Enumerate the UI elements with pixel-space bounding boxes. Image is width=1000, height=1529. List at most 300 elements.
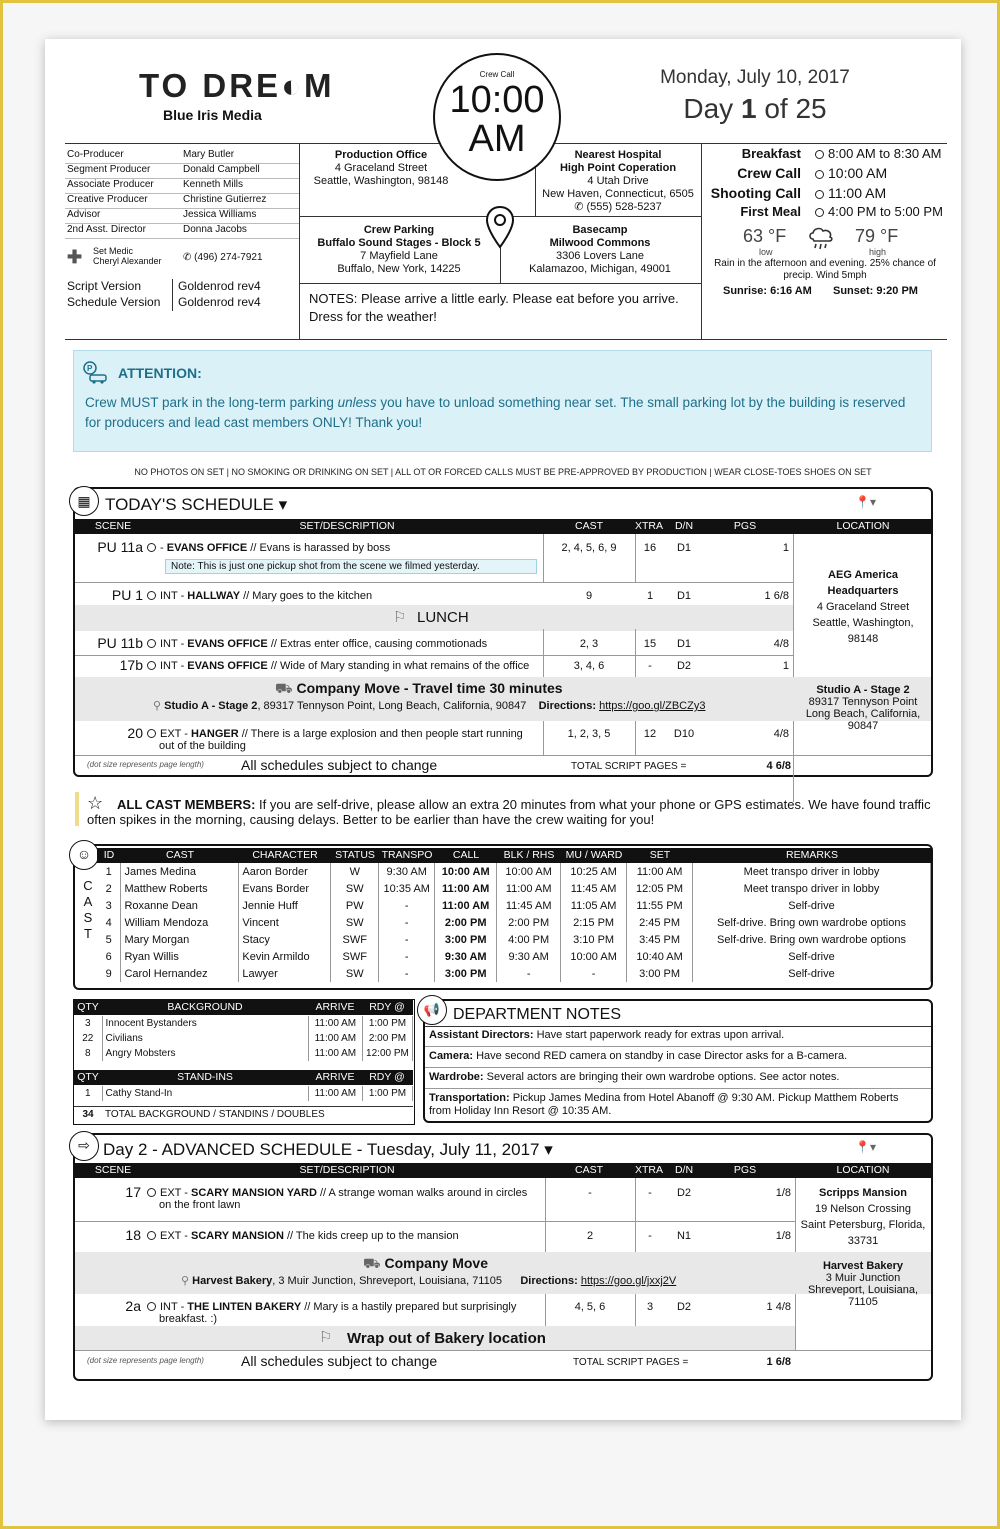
bg-qty: 3: [74, 1016, 102, 1031]
shooting-call-value: 11:00 AM: [828, 185, 887, 201]
col-ward: MU / WARD: [565, 849, 623, 861]
company-move-header: [363, 1255, 488, 1274]
rain-cloud-icon: [807, 225, 835, 253]
blocking-time: -: [497, 965, 561, 982]
scene-description: [147, 660, 529, 672]
cast-name: Roxanne Dean: [121, 897, 239, 914]
time-value: [815, 146, 941, 161]
col-set: SET/DESCRIPTION: [299, 520, 395, 532]
basecamp-line2: Kalamazoo, Michigan, 49001: [529, 263, 671, 275]
scene-xtra: -: [648, 1187, 652, 1199]
transpo-time: -: [379, 931, 435, 948]
crew-call-value: 10:00 AM: [828, 165, 888, 181]
shoot-date: Monday, July 10, 2017: [660, 67, 850, 88]
location-line: Long Beach, California,: [805, 708, 921, 720]
divider: [635, 1294, 636, 1326]
remarks: Self-drive: [693, 965, 931, 982]
blocking-time: 11:00 AM: [497, 880, 561, 897]
background-header: [74, 1000, 413, 1015]
medic-name: Cheryl Alexander: [93, 256, 162, 266]
makeup-time: 11:45 AM: [561, 880, 627, 897]
parking-title: Crew Parking: [363, 224, 435, 236]
cast-note-text: If you are self-drive, please allow an extra 20 minutes from what your phone or GPS estimates. We have found traffic often spikes in the morning, causing delays. Better to be earlier than have the crew waiting for you!: [87, 797, 931, 827]
makeup-time: -: [561, 965, 627, 982]
cast-name: Carol Hernandez: [121, 965, 239, 982]
col-arrive: ARRIVE: [315, 1071, 355, 1083]
parking-line2: Buffalo, New York, 14225: [337, 263, 461, 275]
bg-arrive: 11:00 AM: [308, 1046, 362, 1061]
department-notes-section: [423, 999, 933, 1123]
col-status: STATUS: [335, 849, 375, 861]
col-location: LOCATION: [836, 520, 890, 532]
map-pin-icon: ⚲: [181, 1275, 193, 1287]
bg-name: Civilians: [102, 1031, 308, 1046]
cast-row[interactable]: [97, 914, 931, 931]
day-count: [625, 93, 885, 125]
location-block: [795, 567, 931, 647]
divider: [425, 1046, 931, 1047]
dept-text: Pickup James Medina from Hotel Abanoff @ 9:30 AM. Pickup Matthem Roberts: [509, 1092, 899, 1104]
divider: [545, 1294, 546, 1326]
divider: [75, 582, 793, 583]
background-row[interactable]: [74, 1046, 413, 1061]
scene-desc: on the front lawn: [159, 1199, 241, 1211]
office-title: Production Office: [334, 149, 428, 161]
col-cast: CAST: [165, 849, 194, 861]
cast-row[interactable]: [97, 948, 931, 965]
clock-dot-icon: [815, 170, 824, 179]
makeup-time: 11:05 AM: [561, 897, 627, 914]
blocking-time: 11:45 AM: [497, 897, 561, 914]
weather-low: 63 °F: [743, 226, 787, 246]
character-name: Evans Border: [239, 880, 331, 897]
divider: [425, 1088, 931, 1089]
location-filter-icon[interactable]: 📍▾: [855, 1140, 876, 1154]
scene-xtra: 15: [643, 638, 657, 650]
flag-icon: ⚐: [319, 1329, 333, 1346]
time-label: Crew Call: [737, 165, 801, 181]
cast-row[interactable]: [97, 931, 931, 948]
attention-text: Crew MUST park in the long-term parking: [85, 395, 338, 410]
call-time: 11:00 AM: [435, 880, 497, 897]
call-sheet: [45, 39, 961, 1420]
scene-description: [147, 1187, 527, 1211]
cast-name: Mary Morgan: [121, 931, 239, 948]
scene-number: 17: [125, 1184, 141, 1200]
cast-side-label: CAST: [83, 878, 93, 941]
schedule-header: [75, 519, 931, 534]
department-notes-title: DEPARTMENT NOTES: [453, 1006, 622, 1023]
si-arrive: 11:00 AM: [308, 1086, 362, 1101]
crew-call-label: Crew Call: [479, 70, 515, 79]
move-place: Harvest Bakery: [192, 1275, 273, 1287]
scene-desc: // A strange woman walks around in circles: [316, 1187, 528, 1199]
col-location: LOCATION: [836, 1164, 890, 1176]
parking-name: Buffalo Sound Stages - Block 5: [317, 237, 481, 249]
set-name: SCARY MANSION YARD: [190, 1187, 317, 1199]
divider: [299, 283, 701, 284]
dot-size-note: (dot size represents page length): [87, 1356, 204, 1365]
scene-dn: N1: [676, 1230, 692, 1242]
col-dn: D/N: [674, 1164, 694, 1176]
cast-note-title: ALL CAST MEMBERS:: [117, 797, 256, 812]
location-name: Headquarters: [827, 585, 899, 597]
directions-link[interactable]: https://goo.gl/jxxj2V: [580, 1275, 677, 1287]
int-ext: EXT -: [160, 1187, 191, 1199]
scene-description: [147, 728, 523, 752]
makeup-time: 3:10 PM: [561, 931, 627, 948]
scene-description: [147, 1301, 516, 1325]
scene-cast: 2, 3: [579, 638, 599, 650]
phone-icon: ✆: [183, 252, 195, 263]
int-ext: INT -: [160, 590, 188, 602]
si-ready: 1:00 PM: [362, 1086, 412, 1101]
dept-note: [429, 1092, 898, 1118]
scene-xtra: 16: [643, 542, 657, 554]
scene-note: Note: This is just one pickup shot from the scene we filmed yesterday.: [165, 559, 537, 574]
move-address: , 89317 Tennyson Point, Long Beach, California, 90847: [257, 700, 527, 712]
page-dot-icon: [147, 639, 156, 648]
schedule-disclaimer: All schedules subject to change: [241, 757, 438, 773]
map-pin-icon: ⚲: [153, 700, 165, 712]
time-label: Breakfast: [741, 146, 801, 161]
set-time: 10:40 AM: [627, 948, 693, 965]
phone-icon: ✆: [574, 201, 587, 213]
si-qty: 1: [74, 1086, 102, 1101]
background-row[interactable]: [74, 1016, 413, 1031]
company-move-address: [181, 1274, 676, 1287]
makeup-time: 10:00 AM: [561, 948, 627, 965]
truck-icon: ⛟: [363, 1255, 385, 1271]
set-name: THE LINTEN BAKERY: [187, 1301, 302, 1313]
cast-id: 2: [97, 880, 121, 897]
general-notes: NOTES: Please arrive a little early. Please eat before you arrive. Dress for the weather!: [309, 291, 679, 324]
script-version-label: Script Version: [67, 279, 142, 293]
location-name: Studio A - Stage 2: [816, 684, 910, 696]
location-line: 19 Nelson Crossing: [815, 1203, 911, 1215]
si-name: Cathy Stand-In: [102, 1086, 308, 1101]
todays-schedule-section: [73, 487, 933, 777]
col-cast: CAST: [574, 520, 603, 532]
time-label: First Meal: [740, 204, 801, 219]
scene-description: [147, 590, 372, 602]
scene-dn: D1: [676, 590, 692, 602]
dept-name: Transportation:: [429, 1092, 510, 1104]
int-ext: INT -: [160, 638, 188, 650]
hospital-phone[interactable]: (555) 528-5237: [586, 201, 662, 213]
bg-ready: 1:00 PM: [362, 1016, 412, 1031]
page-dot-icon: [147, 1231, 156, 1240]
attention-title: ATTENTION:: [118, 365, 202, 381]
directions-label: Directions:: [520, 1275, 581, 1287]
crew-role: 2nd Asst. Director: [67, 224, 146, 235]
page-dot-icon: [147, 1188, 156, 1197]
location-line: 90847: [847, 720, 879, 732]
scene-cast: 2: [586, 1230, 594, 1242]
standins-header: [74, 1070, 413, 1085]
company-move-header: [275, 680, 563, 699]
blocking-time: 9:30 AM: [497, 948, 561, 965]
scene-cast: 2, 4, 5, 6, 9: [561, 542, 617, 554]
company-name: Blue Iris Media: [163, 107, 262, 123]
col-set: SET/DESCRIPTION: [299, 1164, 395, 1176]
makeup-time: 2:15 PM: [561, 914, 627, 931]
location-name: Harvest Bakery: [822, 1260, 904, 1272]
crew-name: Christine Gutierrez: [183, 194, 267, 205]
calendar-next-icon: ⇨: [69, 1131, 99, 1161]
header-bottom-divider: [65, 339, 947, 340]
col-cast: CAST: [574, 1164, 603, 1176]
bg-qty: 8: [74, 1046, 102, 1061]
blocking-time: 10:00 AM: [497, 863, 561, 880]
cast-status: SW: [331, 914, 379, 931]
standin-row[interactable]: [74, 1086, 413, 1101]
bg-qty: 22: [74, 1031, 102, 1046]
background-row[interactable]: [74, 1031, 413, 1046]
office-line1: 4 Graceland Street: [334, 162, 428, 174]
location-line: 3 Muir Junction: [825, 1272, 901, 1284]
page-dot-icon: [147, 543, 156, 552]
time-value: [815, 185, 886, 201]
dept-note: [429, 1029, 784, 1041]
location-block: [795, 684, 931, 732]
scene-number: PU 11a: [97, 539, 143, 555]
col-qty: QTY: [77, 1001, 99, 1013]
cast-id: 9: [97, 965, 121, 982]
attention-banner: [73, 350, 932, 452]
scene-desc: // Evans is harassed by boss: [247, 542, 391, 554]
character-name: Vincent: [239, 914, 331, 931]
divider: [75, 1221, 795, 1222]
lunch-label: LUNCH: [417, 609, 469, 626]
makeup-time: 10:25 AM: [561, 863, 627, 880]
scene-number: 2a: [125, 1298, 141, 1314]
crew-name: Donna Jacobs: [183, 224, 247, 235]
scene-pgs: 4/8: [773, 728, 789, 740]
schedule-disclaimer: All schedules subject to change: [241, 1353, 438, 1369]
scene-pgs: 1 4/8: [766, 1301, 791, 1313]
col-id: ID: [103, 849, 115, 861]
location-name: AEG America: [828, 569, 898, 581]
location-line: 89317 Tennyson Point: [808, 696, 918, 708]
location-line: 98148: [847, 633, 879, 645]
divider: [635, 721, 636, 755]
scene-description: [147, 638, 487, 650]
location-block: [795, 1185, 931, 1249]
medic-label: Set Medic: [93, 246, 134, 256]
transpo-time: 9:30 AM: [379, 863, 435, 880]
clock-dot-icon: [815, 190, 824, 199]
set-time: 2:45 PM: [627, 914, 693, 931]
dot-size-note: (dot size represents page length): [87, 760, 204, 769]
note-accent-bar: [75, 792, 79, 826]
star-icon: ☆: [87, 793, 104, 813]
cast-id: 5: [97, 931, 121, 948]
col-standins: STAND-INS: [177, 1071, 233, 1083]
transpo-time: -: [379, 965, 435, 982]
remarks: Self-drive. Bring own wardrobe options: [693, 931, 931, 948]
bg-ready: 12:00 PM: [362, 1046, 412, 1061]
scene-desc: // Wide of Mary standing in what remains of the office: [267, 660, 530, 672]
dept-note: [429, 1050, 847, 1062]
cast-status: SWF: [331, 948, 379, 965]
weather-high: 79 °F: [855, 226, 899, 246]
col-scene: SCENE: [94, 520, 132, 532]
set-name: SCARY MANSION: [190, 1230, 284, 1242]
directions-label: Directions:: [538, 700, 600, 712]
standins-table: [74, 1086, 413, 1101]
lunch-break: [75, 605, 793, 631]
remarks: Meet transpo driver in lobby: [693, 880, 931, 897]
col-call: CALL: [452, 849, 480, 861]
cast-name: Ryan Willis: [121, 948, 239, 965]
map-pin-icon: [485, 205, 515, 249]
megaphone-icon: 📢: [417, 995, 447, 1025]
cast-table: [97, 863, 931, 982]
transpo-time: -: [379, 897, 435, 914]
cast-row[interactable]: [97, 863, 931, 880]
set-name: EVANS OFFICE: [187, 660, 268, 672]
divider: [543, 721, 544, 755]
int-ext: INT -: [160, 1301, 188, 1313]
hospital-line1: 4 Utah Drive: [587, 175, 649, 187]
page-dot-icon: [147, 729, 156, 738]
wrap-out: [75, 1326, 795, 1350]
col-pgs: PGS: [733, 520, 757, 532]
basecamp: [515, 224, 685, 276]
dept-text: Have second RED camera on standby in case Director asks for a B-camera.: [473, 1050, 848, 1062]
day-prefix: Day: [683, 93, 741, 124]
scene-desc: breakfast. :): [159, 1313, 218, 1325]
scene-description: [147, 542, 390, 554]
scene-desc: out of the building: [159, 740, 246, 752]
transpo-time: -: [379, 948, 435, 965]
col-arrive: ARRIVE: [315, 1001, 355, 1013]
col-character: CHARACTER: [252, 849, 318, 861]
cast-name: William Mendoza: [121, 914, 239, 931]
schedule-version-label: Schedule Version: [67, 295, 161, 309]
directions-link[interactable]: https://goo.gl/ZBCZy3: [599, 700, 706, 712]
scene-cast: 9: [585, 590, 593, 602]
scene-number: PU 1: [111, 587, 143, 603]
total-pages: 1 6/8: [766, 1356, 791, 1368]
col-scene: SCENE: [94, 1164, 132, 1176]
advanced-schedule-title[interactable]: Day 2 - ADVANCED SCHEDULE - Tuesday, July 11, 2017 ▾: [103, 1140, 553, 1159]
scene-pgs: 1/8: [775, 1230, 791, 1242]
medic-cross-icon: ✚: [67, 247, 83, 267]
character-name: Jennie Huff: [239, 897, 331, 914]
divider: [75, 1350, 931, 1351]
crew-name: Jessica Williams: [183, 209, 257, 220]
location-line: 33731: [847, 1235, 879, 1247]
int-ext: INT -: [160, 660, 188, 672]
cast-row[interactable]: [97, 880, 931, 897]
set-time: 3:00 PM: [627, 965, 693, 982]
crew-name: Donald Campbell: [183, 164, 260, 175]
set-name: HANGER: [190, 728, 239, 740]
remarks: Self-drive: [693, 897, 931, 914]
dept-text: from Holiday Inn Resort @ 10:35 AM.: [429, 1105, 612, 1117]
scene-desc: // Extras enter office, causing commotionads: [267, 638, 488, 650]
set-name: EVANS OFFICE: [166, 542, 248, 554]
background-table: [74, 1016, 413, 1061]
flag-icon: ⚐: [393, 609, 407, 626]
divider: [635, 629, 636, 677]
medic-phone: [183, 252, 263, 263]
scene-dn: D1: [676, 542, 692, 554]
call-time: 10:00 AM: [435, 863, 497, 880]
cast-header: [97, 848, 931, 863]
scene-desc: // Mary is a hastily prepared but surprisingly: [301, 1301, 517, 1313]
cast-row[interactable]: [97, 897, 931, 914]
scene-dn: D2: [676, 1301, 692, 1313]
int-ext: EXT -: [160, 1230, 191, 1242]
medic-phone-number[interactable]: (496) 274-7921: [194, 252, 263, 263]
bg-name: Innocent Bystanders: [102, 1016, 308, 1031]
total-pages-label: TOTAL SCRIPT PAGES =: [571, 761, 687, 772]
cast-status: SWF: [331, 931, 379, 948]
character-name: Aaron Border: [239, 863, 331, 880]
col-background: BACKGROUND: [167, 1001, 243, 1013]
company-move-address: [153, 699, 705, 712]
location-line: Seattle, Washington,: [812, 617, 914, 629]
cast-section: [73, 844, 933, 990]
character-name: Lawyer: [239, 965, 331, 982]
remarks: Self-drive: [693, 948, 931, 965]
clock-dot-icon: [815, 208, 824, 217]
call-time: 11:00 AM: [435, 897, 497, 914]
basecamp-title: Basecamp: [572, 224, 628, 236]
crew-role: Associate Producer: [67, 179, 154, 190]
bg-name: Angry Mobsters: [102, 1046, 308, 1061]
advanced-schedule-section: [73, 1133, 933, 1381]
day-suffix: of 25: [756, 93, 827, 124]
calendar-icon: ▦: [69, 486, 99, 516]
transpo-time: 10:35 AM: [379, 880, 435, 897]
divider: [543, 629, 544, 677]
location-filter-icon[interactable]: 📍▾: [855, 495, 876, 509]
location-block: [795, 1260, 931, 1308]
dept-name: Wardrobe:: [429, 1071, 484, 1083]
parking-line1: 7 Mayfield Lane: [360, 250, 438, 262]
scene-cast: -: [588, 1187, 592, 1199]
sunrise: Sunrise: 6:16 AM: [723, 285, 812, 297]
crew-parking: [301, 224, 497, 276]
todays-schedule-title[interactable]: TODAY'S SCHEDULE ▾: [105, 495, 288, 514]
col-transpo: TRANSPO: [381, 849, 433, 861]
cast-row[interactable]: [97, 965, 931, 982]
crew-role: Co-Producer: [67, 149, 124, 160]
dept-text: Have start paperwork ready for extras upon arrival.: [533, 1029, 785, 1041]
blocking-time: 4:00 PM: [497, 931, 561, 948]
divider: [75, 655, 793, 656]
day-number: 1: [740, 93, 757, 124]
breakfast-time: 8:00 AM to 8:30 AM: [828, 146, 942, 161]
location-line: Shreveport, Louisiana,: [807, 1284, 919, 1296]
int-ext: EXT -: [160, 728, 191, 740]
scene-xtra: 1: [646, 590, 654, 602]
location-name: Scripps Mansion: [818, 1187, 908, 1199]
scene-dn: D2: [676, 1187, 692, 1199]
dept-text: Several actors are bringing their own wardrobe options. See actor notes.: [483, 1071, 840, 1083]
cast-status: PW: [331, 897, 379, 914]
basecamp-line1: 3306 Lovers Lane: [555, 250, 645, 262]
script-version: Goldenrod rev4: [178, 279, 261, 293]
crew-call-ampm: AM: [468, 118, 526, 160]
nearest-hospital: [535, 149, 701, 214]
divider: [425, 1067, 931, 1068]
location-line: 4 Graceland Street: [816, 601, 910, 613]
